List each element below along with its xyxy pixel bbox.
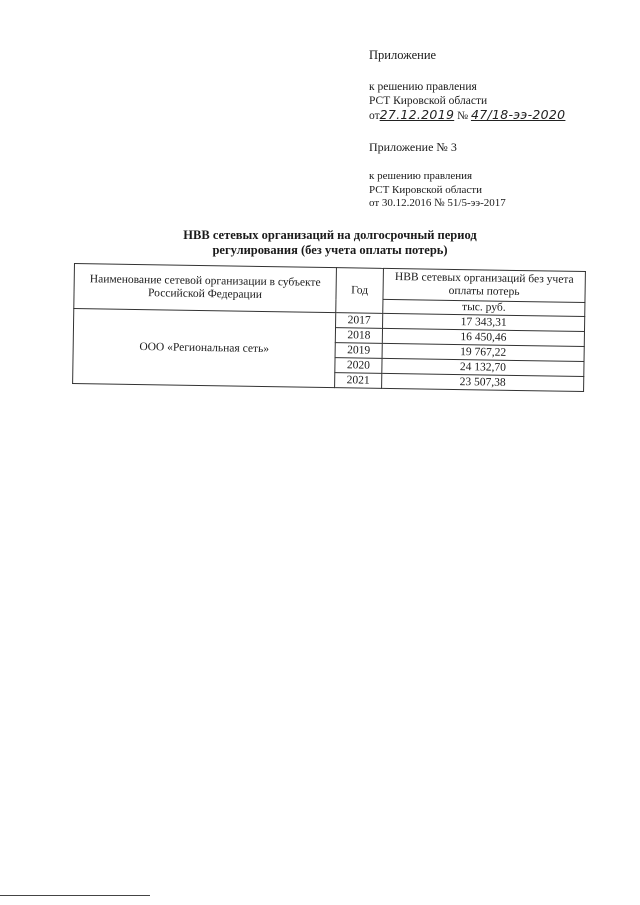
year-cell: 2021 [335, 373, 382, 389]
header-org: Наименование сетевой организации в субъекте Российской Федерации [74, 264, 337, 313]
handwritten-date: 27.12.2019 [379, 107, 455, 122]
title-line-2: регулирования (без учета оплаты потерь) [212, 243, 448, 257]
table-header-row [74, 264, 585, 303]
value-cell: 17 343,31 [383, 313, 585, 331]
authority-line-2: РСТ Кировской области [369, 183, 482, 196]
table-title [130, 228, 530, 258]
title-line-1: НВВ сетевых организаций на долгосрочный период [183, 228, 477, 242]
header-nvv: НВВ сетевых организаций без учета оплаты потерь [383, 268, 585, 302]
date-line-2: от 30.12.2016 № 51/5-ээ-2017 [369, 197, 506, 209]
footer-divider [0, 895, 150, 896]
handwritten-number: 47/18-ээ-2020 [470, 107, 566, 122]
appendix-label: Приложение [369, 48, 437, 62]
date-number-line [369, 108, 565, 123]
authority-line: РСТ Кировской области [369, 95, 488, 107]
number-sign: № [457, 110, 469, 122]
year-cell: 2019 [335, 343, 382, 359]
header-year: Год [336, 268, 384, 314]
decision-line-2: к решению правления [369, 170, 473, 182]
year-cell: 2020 [335, 358, 382, 374]
unit-cell: тыс. руб. [383, 299, 585, 316]
original-appendix-header [369, 140, 506, 211]
appendix-3-label: Приложение № 3 [369, 140, 457, 154]
value-cell: 19 767,22 [382, 343, 584, 361]
value-cell: 16 450,46 [382, 328, 584, 346]
year-cell: 2018 [335, 328, 382, 344]
value-cell: 23 507,38 [382, 373, 584, 391]
year-cell: 2017 [336, 313, 383, 329]
approval-header [369, 48, 565, 123]
org-name-cell: ООО «Региональная сеть» [73, 309, 336, 388]
date-prefix: от [369, 110, 380, 122]
value-cell: 24 132,70 [382, 358, 584, 376]
nvv-table [72, 263, 586, 392]
decision-line: к решению правления [369, 81, 477, 93]
